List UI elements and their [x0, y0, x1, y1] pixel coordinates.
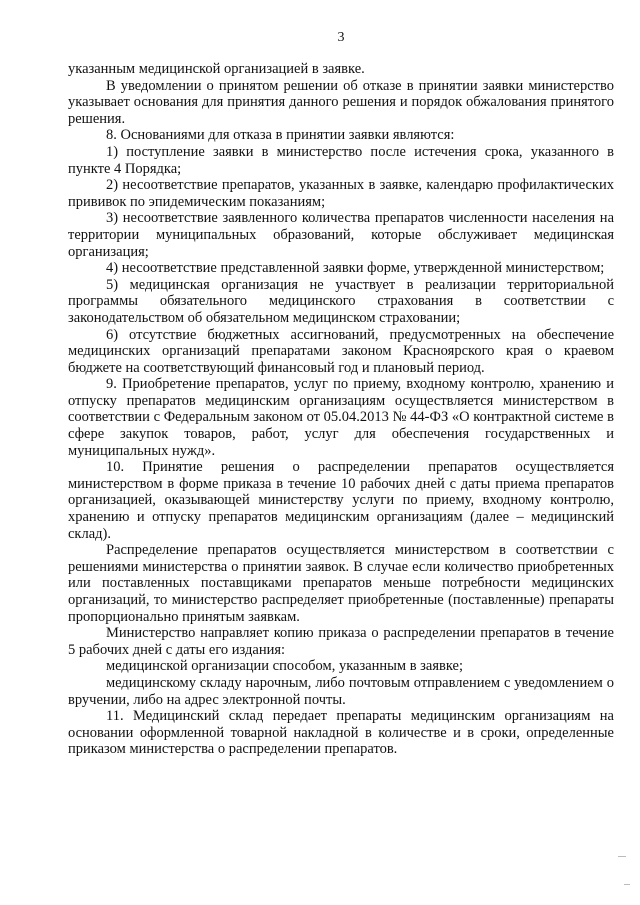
paragraph: 6) отсутствие бюджетных ассигнований, предусмотренных на обеспечение медицинских организаций препаратами законом Красноярского края о краевом бюджете на соответствующий финансовый год и плановый период.	[68, 326, 614, 376]
paragraph: 4) несоответствие представленной заявки форме, утвержденной министерством;	[106, 260, 605, 277]
paragraph: 1) поступление заявки в министерство после истечения срока, указанного в пункте 4 Порядка;	[68, 143, 614, 177]
page-number: 3	[337, 30, 345, 45]
paragraph: 10. Принятие решения о распределении препаратов осуществляется министерством в форме приказа в течение 10 рабочих дней с даты приема препаратов организацией, оказывающей министерству услуги по приему, входному контролю, хранению и отпуску препаратов медицинским организациям (далее – медицинский склад).	[68, 459, 614, 542]
scan-mark	[618, 856, 626, 857]
paragraph: 3) несоответствие заявленного количества препаратов численности населения на территории муниципальных образований, которые обслуживает медицинская организация;	[68, 210, 614, 260]
paragraph: 8. Основаниями для отказа в принятии заявки являются:	[106, 127, 455, 144]
scan-mark	[624, 884, 630, 885]
document-body	[68, 61, 614, 758]
paragraph: медицинской организации способом, указанным в заявке;	[106, 658, 463, 675]
paragraph: указанным медицинской организацией в заявке.	[68, 61, 365, 77]
paragraph: Министерство направляет копию приказа о распределении препаратов в течение 5 рабочих дней с даты его издания:	[68, 625, 614, 658]
paragraph: медицинскому складу нарочным, либо почтовым отправлением с уведомлением о вручении, либо на адрес электронной почты.	[68, 674, 614, 708]
paragraph: Распределение препаратов осуществляется министерством в соответствии с решениями министерства о принятии заявок. В случае если количество приобретенных или поставленных поставщиками препаратов меньше потребности медицинских организаций, то министерство распределяет приобретенные (поставленные) препараты пропорционально принятым заявкам.	[68, 542, 614, 625]
paragraph: 11. Медицинский склад передает препараты медицинским организациям на основании оформленной товарной накладной в количестве и в сроки, определенные приказом министерства о распределении препаратов.	[68, 708, 614, 758]
paragraph: 9. Приобретение препаратов, услуг по приему, входному контролю, хранению и отпуску препаратов медицинским организациям осуществляется министерством в соответствии с Федеральным законом от 05.04.2013 № 44-ФЗ «О контрактной системе в сфере закупок товаров, работ, услуг для обеспечения государственных и муниципальных нужд».	[68, 376, 614, 459]
paragraph: 5) медицинская организация не участвует в реализации территориальной программы обязательного медицинского страхования в соответствии с законодательством об обязательном медицинском страховании;	[68, 276, 614, 326]
paragraph: В уведомлении о принятом решении об отказе в принятии заявки министерство указывает основания для принятия данного решения и порядок обжалования принятого решения.	[68, 77, 614, 127]
paragraph: 2) несоответствие препаратов, указанных в заявке, календарю профилактических прививок по эпидемическим показаниям;	[68, 177, 614, 210]
